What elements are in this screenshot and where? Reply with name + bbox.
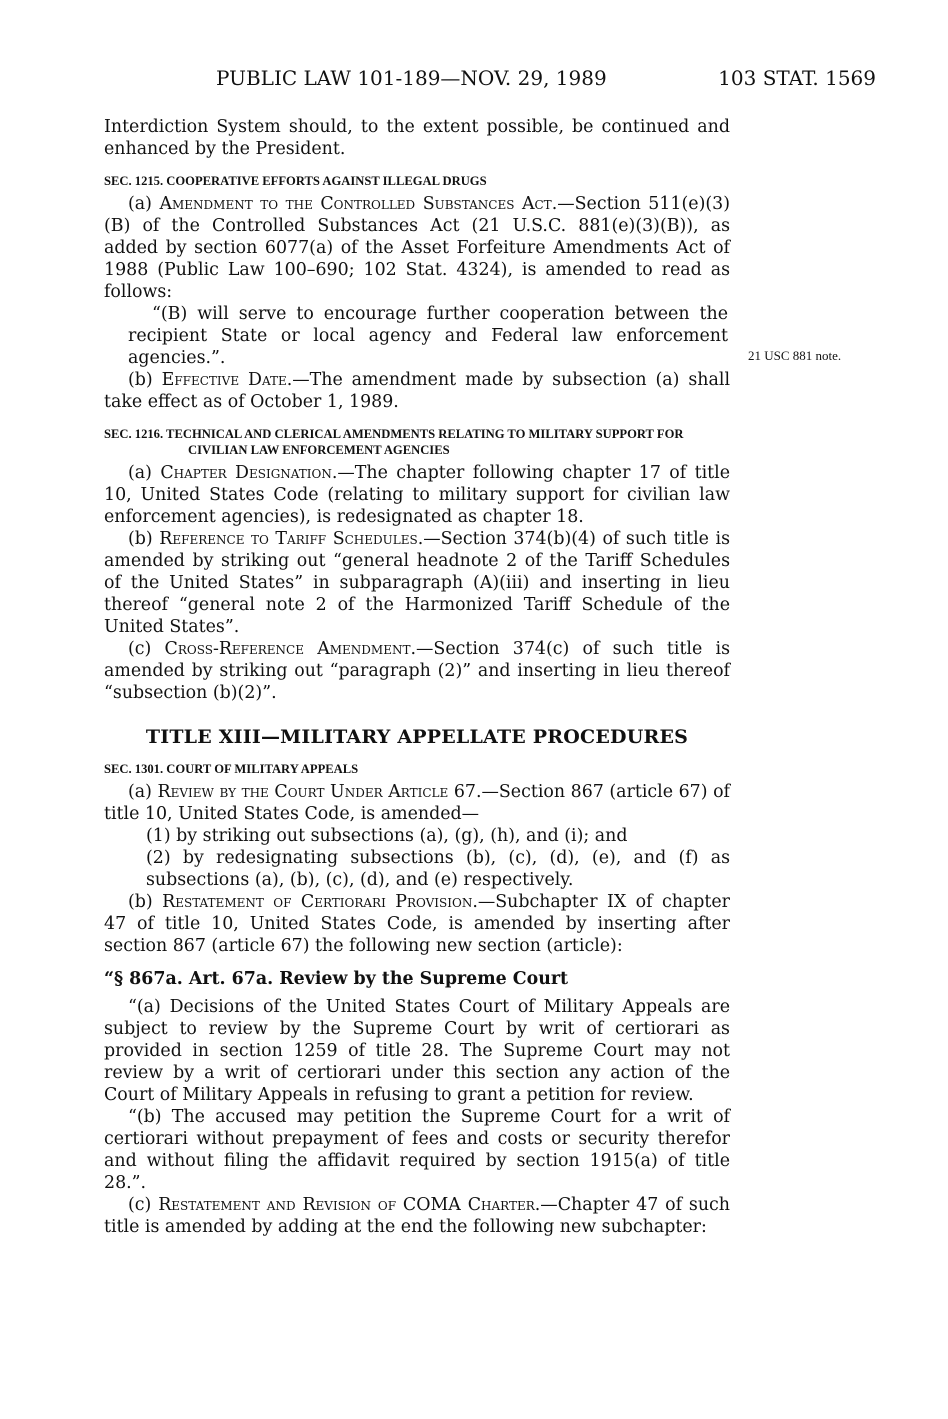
para-text: 67.—Section 867 (article 67) of title 10, United States Code, is amended— [104,782,730,824]
section-1301-b [104,891,730,957]
section-1215-a [104,193,730,303]
title-xiii-heading: TITLE XIII—MILITARY APPELLATE PROCEDURES [145,726,689,748]
section-1216-heading: SEC. 1216. TECHNICAL AND CLERICAL AMENDMENTS RELATING TO MILITARY SUPPORT FOR CIVILIAN LAW ENFORCEMENT AGENCIES [104,427,684,457]
para-caption: Restatement of Certiorari Provision [162,892,473,912]
article-67a-a: “(a) Decisions of the United States Court of Military Appeals are subject to review by the Supreme Court by writ of certiorari as provided in section 1259 of title 28. The Supreme Court may not review by a writ of certiorari under this section any action of the Court of Military Appeals in refusing to grant a petition for review. [104,997,730,1105]
section-1216-a [104,462,730,528]
section-1301-a [104,781,730,825]
para-prefix: (c) [128,639,165,659]
para-caption: Effective Date [161,370,287,390]
para-text: .—Subchapter IX of chapter 47 of title 10, United States Code, is amended by inserting after section 867 (article 67) the following new section (article): [104,892,730,956]
para-text: .—The amendment made by subsection (a) shall take effect as of October 1, 1989. [104,370,731,412]
para-caption: Chapter Designation [160,463,332,483]
section-1215-heading: SEC. 1215. COOPERATIVE EFFORTS AGAINST ILLEGAL DRUGS [104,174,487,188]
header-stat: 103 STAT. 1569 [718,66,876,90]
para-caption: Amendment to the Controlled Substances Act [159,194,552,214]
running-header [216,66,876,96]
section-1216-b [104,528,730,638]
para-prefix: (a) [128,782,158,802]
section-1215-b [104,369,730,413]
section-1216-c [104,638,730,704]
para-caption: Reference to Tariff Schedules [159,529,418,549]
section-1301-c [104,1194,730,1238]
margin-note-usc: 21 USC 881 note. [748,348,842,363]
para-prefix: (b) [128,892,163,912]
section-1301-a1: (1) by striking out subsections (a), (g), (h), and (i); and [146,826,628,846]
section-1301-a2: (2) by redesignating subsections (b), (c), (d), (e), and (f) as subsections (a), (b), (c), (d), and (e) respectively. [146,848,730,890]
para-prefix: (b) [128,529,160,549]
para-caption: Restatement and Revision of [158,1195,397,1215]
para-caption: Cross-Reference Amendment [164,639,411,659]
para-text-mid: COMA [396,1195,468,1215]
para-text: .—Chapter 47 of such title is amended by adding at the end the following new subchapter: [104,1195,730,1237]
para-text: .—Section 374(c) of such title is amended by striking out “paragraph (2)” and inserting in lieu thereof “subsection (b)(2)”. [104,639,730,703]
para-text: .—The chapter following chapter 17 of title 10, United States Code (relating to military support for civilian law enforcement agencies), is redesignated as chapter 18. [104,463,730,527]
section-1215-quote: “(B) will serve to encourage further cooperation between the recipient State or local agency and Federal law enforcement agencies.”. [128,304,728,368]
article-67a-b: “(b) The accused may petition the Supreme Court for a writ of certiorari without prepayment of fees and costs or security therefor and without filing the affidavit required by section 1915(a) of title 28.”. [104,1107,730,1193]
para-prefix: (b) [128,370,162,390]
article-67a-heading: “§ 867a. Art. 67a. Review by the Supreme Court [104,969,569,989]
para-caption: Review by the Court Under Article [157,782,449,802]
section-1301-heading: SEC. 1301. COURT OF MILITARY APPEALS [104,762,359,776]
header-title: PUBLIC LAW 101-189—NOV. 29, 1989 [216,66,607,90]
para-prefix: (a) [128,463,161,483]
para-prefix: (c) [128,1195,159,1215]
document-body [104,116,730,1238]
para-text: .—Section 511(e)(3)(B) of the Controlled Substances Act (21 U.S.C. 881(e)(3)(B)), as added by section 6077(a) of the Asset Forfeiture Amendments Act of 1988 (Public Law 100–690; 102 Stat. 4324), is amended to read as follows: [104,194,730,302]
intro-paragraph: Interdiction System should, to the extent possible, be continued and enhanced by the President. [104,117,730,159]
para-prefix: (a) [128,194,160,214]
para-caption-2: Charter [467,1195,535,1215]
para-text: .—Section 374(b)(4) of such title is amended by striking out “general headnote 2 of the Tariff Schedules of the United States” in subparagraph (A)(iii) and inserting in lieu thereof “general note 2 of the Harmonized Tariff Schedule of the United States”. [104,529,730,637]
